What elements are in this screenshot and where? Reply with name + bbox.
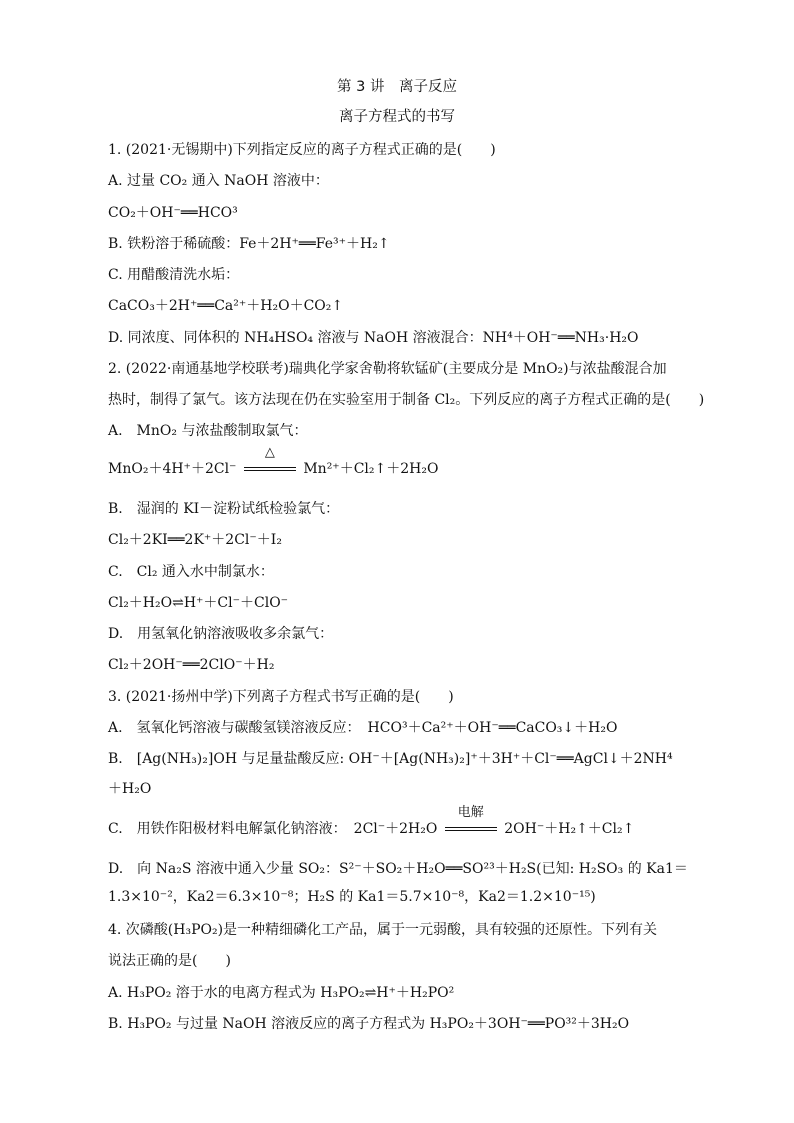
q1-option-c-text: C. 用醋酸清洗水垢：: [108, 267, 240, 283]
q3-option-a: A. 氢氧化钙溶液与碳酸氢镁溶液反应： HCO³＋Ca²⁺＋OH⁻══CaCO₃↓＋H₂O: [108, 720, 618, 736]
q1-option-d: D. 同浓度、同体积的 NH₄HSO₄ 溶液与 NaOH 溶液混合：NH⁴＋OH⁻══NH₃·H₂O: [108, 330, 639, 346]
heat-triangle-icon: △: [264, 445, 275, 460]
q2-option-d-equation: Cl₂＋2OH⁻══2ClO⁻＋H₂: [108, 657, 275, 673]
q3-option-d-line1: D. 向 Na₂S 溶液中通入少量 SO₂：S²⁻＋SO₂＋H₂O══SO²³＋H₂S(已知: H₂SO₃ 的 Ka1＝: [108, 861, 688, 877]
q4-stem-line2: 说法正确的是( ): [108, 953, 231, 969]
q2-option-b-text: B. 湿润的 KI－淀粉试纸检验氯气：: [108, 501, 340, 517]
q2-option-d-text: D. 用氢氧化钠溶液吸收多余氯气：: [108, 626, 334, 642]
q3-option-d-line2: 1.3×10⁻²，Ka2＝6.3×10⁻⁸；H₂S 的 Ka1＝5.7×10⁻⁸，Ka2＝1.2×10⁻¹⁵): [108, 889, 596, 905]
section-title: 离子方程式的书写: [339, 109, 455, 125]
q1-stem: 1. (2021·无锡期中)下列指定反应的离子方程式正确的是( ): [108, 142, 496, 158]
q2-stem-line1: 2. (2022·南通基地学校联考)瑞典化学家舍勒将软锰矿(主要成分是 MnO₂)与浓盐酸混合加: [108, 361, 667, 377]
q4-option-a: A. H₃PO₂ 溶于水的电离方程式为 H₃PO₂⇌H⁺＋H₂PO²: [108, 985, 455, 1001]
electrolysis-label: 电解: [457, 805, 484, 820]
q2-stem-line2: 热时，制得了氯气。该方法现在仍在实验室用于制备 Cl₂。下列反应的离子方程式正确的是( ): [108, 392, 705, 408]
q2-option-a-equation: [108, 445, 439, 478]
q2-option-c-equation: Cl₂＋H₂O⇌H⁺＋Cl⁻＋ClO⁻: [108, 595, 289, 611]
q2-option-c-text: C. Cl₂ 通入水中制氯水：: [108, 564, 274, 580]
q2-a-eq-left: MnO₂＋4H⁺＋2Cl⁻: [108, 461, 237, 477]
q1-option-c-equation: CaCO₃＋2H⁺══Ca²⁺＋H₂O＋CO₂↑: [108, 298, 344, 314]
lecture-title: 第 3 讲 离子反应: [337, 79, 457, 95]
q1-option-b: B. 铁粉溶于稀硫酸：Fe＋2H⁺══Fe³⁺＋H₂↑: [108, 236, 390, 252]
q3-option-c: [108, 805, 635, 838]
q1-option-a-text: A. 过量 CO₂ 通入 NaOH 溶液中：: [108, 173, 329, 189]
q2-a-eq-right: Mn²⁺＋Cl₂↑＋2H₂O: [303, 461, 439, 477]
q2-option-b-equation: Cl₂＋2KI══2K⁺＋2Cl⁻＋I₂: [108, 532, 282, 548]
electrolysis-condition-arrow: [442, 805, 500, 838]
heating-condition-arrow: [241, 445, 299, 478]
q1-option-a-equation: CO₂＋OH⁻══HCO³: [108, 205, 238, 221]
q3-c-left: C. 用铁作阳极材料电解氯化钠溶液： 2Cl⁻＋2H₂O: [108, 821, 438, 837]
q2-option-a-text: A. MnO₂ 与浓盐酸制取氯气：: [108, 423, 308, 439]
q3-option-b-line1: B. [Ag(NH₃)₂]OH 与足量盐酸反应: OH⁻＋[Ag(NH₃)₂]⁺＋3H⁺＋Cl⁻══AgCl↓＋2NH⁴: [108, 751, 673, 767]
q3-c-right: 2OH⁻＋H₂↑＋Cl₂↑: [504, 821, 635, 837]
q3-stem: 3. (2021·扬州中学)下列离子方程式书写正确的是( ): [108, 689, 454, 705]
q4-stem-line1: 4. 次磷酸(H₃PO₂)是一种精细磷化工产品，属于一元弱酸，具有较强的还原性。下列有关: [108, 922, 658, 938]
q4-option-b: B. H₃PO₂ 与过量 NaOH 溶液反应的离子方程式为 H₃PO₂＋3OH⁻══PO³²＋3H₂O: [108, 1016, 630, 1032]
q3-option-b-line2: ＋H₂O: [108, 781, 152, 797]
